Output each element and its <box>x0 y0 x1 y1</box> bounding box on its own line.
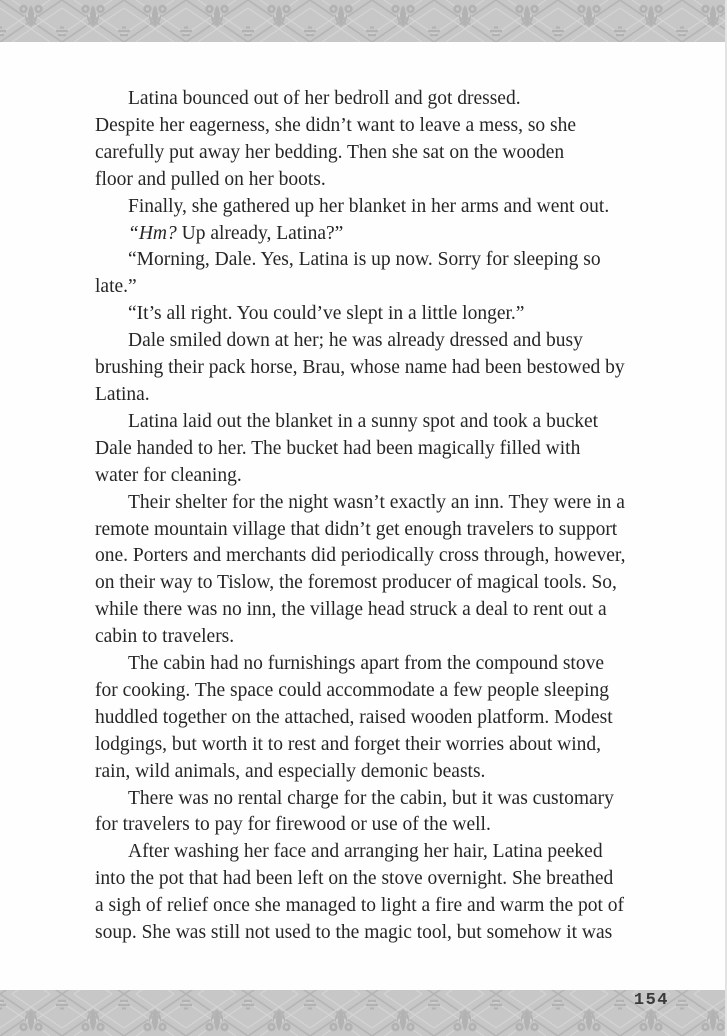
paragraph <box>95 651 661 786</box>
text-line: floor and pulled on her boots. <box>95 168 326 190</box>
text-line: “It’s all right. You could’ve slept in a little longer.” <box>128 303 525 325</box>
text-line: Despite her eagerness, she didn’t want to leave a mess, so she <box>95 114 577 136</box>
text-line: one. Porters and merchants did periodically cross through, however, <box>95 545 626 567</box>
paragraph <box>95 221 661 248</box>
text-line: Dale handed to her. The bucket had been magically filled with <box>95 437 581 459</box>
text-line: “Morning, Dale. Yes, Latina is up now. Sorry for sleeping so <box>128 249 601 271</box>
text-line: on their way to Tislow, the foremost producer of magical tools. So, <box>95 572 617 594</box>
text-line: Dale smiled down at her; he was already dressed and busy <box>128 330 583 352</box>
ornament-pattern-top <box>0 0 727 42</box>
text-line: After washing her face and arranging her hair, Latina peeked <box>128 841 603 863</box>
paragraph <box>95 301 661 328</box>
text-line: lodgings, but worth it to rest and forget their worries about wind, <box>95 733 602 755</box>
text-line: remote mountain village that didn’t get enough travelers to support <box>95 518 618 540</box>
paragraph <box>95 490 661 651</box>
paragraph <box>95 839 661 947</box>
paragraph <box>95 86 661 194</box>
text-line: The cabin had no furnishings apart from the compound stove <box>128 653 605 675</box>
paragraph <box>95 194 661 221</box>
body-text <box>95 86 661 947</box>
top-border-ornament <box>0 0 727 42</box>
text-line: Their shelter for the night wasn’t exactly an inn. They were in a <box>128 491 625 513</box>
text-line: brushing their pack horse, Brau, whose name had been bestowed by <box>95 357 625 379</box>
text-line: water for cleaning. <box>95 464 242 486</box>
paragraph <box>95 247 661 301</box>
text-line: late.” <box>95 276 137 298</box>
ornament-pattern-bottom <box>0 990 727 1036</box>
text-line: rain, wild animals, and especially demonic beasts. <box>95 760 486 782</box>
text-line: Latina bounced out of her bedroll and got dressed. <box>128 88 521 109</box>
text-line: carefully put away her bedding. Then she sat on the wooden <box>95 141 565 163</box>
paragraph <box>95 409 661 490</box>
paragraph <box>95 328 661 409</box>
text-line: for travelers to pay for firewood or use of the well. <box>95 814 491 836</box>
text-line: cabin to travelers. <box>95 626 235 648</box>
page-number: 154 <box>633 991 669 1010</box>
text-line: huddled together on the attached, raised wooden platform. Modest <box>95 706 613 728</box>
text-line: soup. She was still not used to the magic tool, but somehow it was <box>95 922 613 944</box>
text-line: a sigh of relief once she managed to light a fire and warm the pot of <box>95 895 625 917</box>
text-line: “Hm? Up already, Latina?” <box>128 222 344 244</box>
text-line: There was no rental charge for the cabin, but it was customary <box>128 787 614 809</box>
text-line: Latina. <box>95 383 150 405</box>
text-line: into the pot that had been left on the stove overnight. She breathed <box>95 868 614 890</box>
text-line: Finally, she gathered up her blanket in her arms and went out. <box>128 195 610 217</box>
text-line: Latina laid out the blanket in a sunny spot and took a bucket <box>128 410 599 432</box>
bottom-border-ornament <box>0 990 727 1036</box>
paragraph <box>95 786 661 840</box>
text-line: while there was no inn, the village head struck a deal to rent out a <box>95 599 607 621</box>
text-line: for cooking. The space could accommodate a few people sleeping <box>95 679 610 701</box>
